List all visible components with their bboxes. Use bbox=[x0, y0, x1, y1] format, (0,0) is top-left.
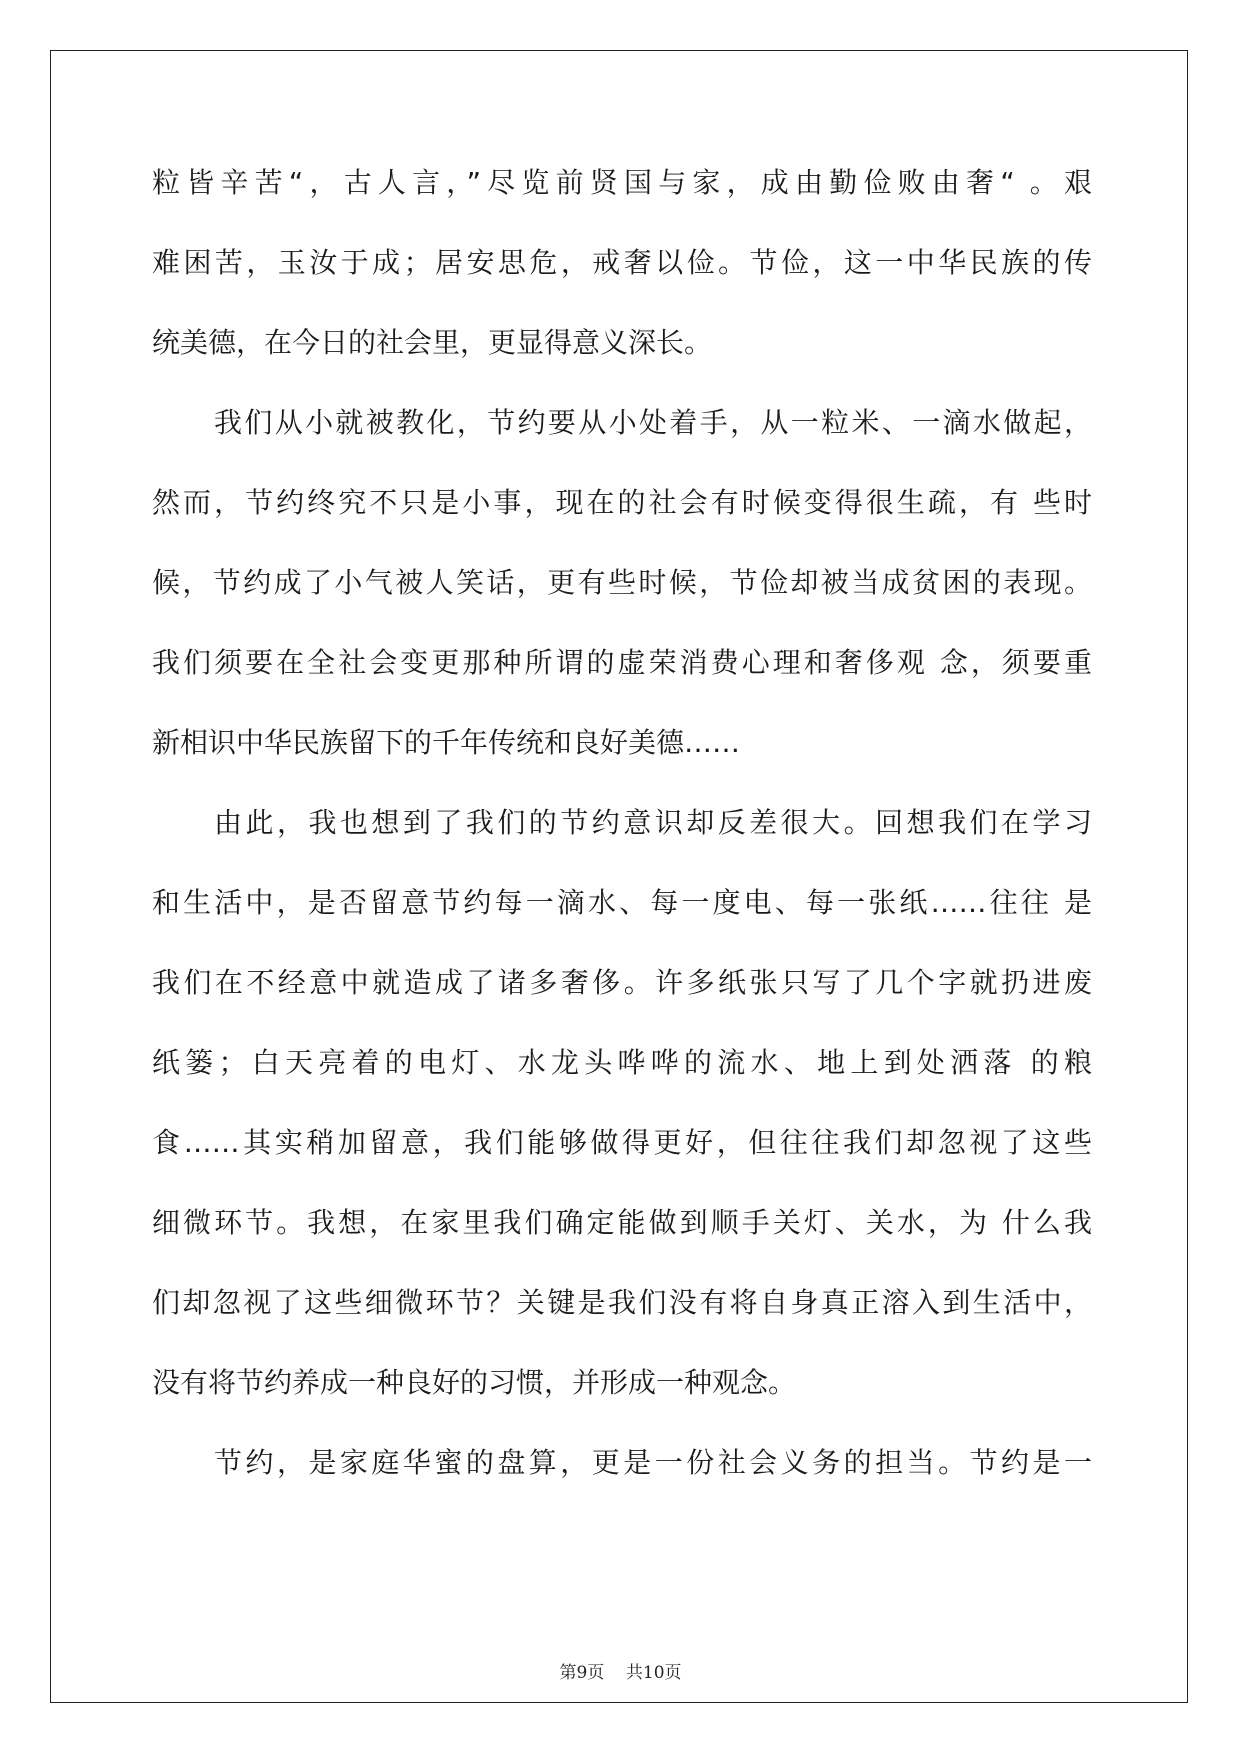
text-line: 难困苦，玉汝于成；居安思危，戒奢以俭。节俭，这一中华民族的传 bbox=[152, 246, 1092, 279]
text-line: 我们在不经意中就造成了诸多奢侈。许多纸张只写了几个字就扔进废 bbox=[152, 966, 1092, 999]
text-line: 和生活中，是否留意节约每一滴水、每一度电、每一张纸……往往 是 bbox=[152, 886, 1092, 919]
text-line: 粒皆辛苦“，古人言，”尽览前贤国与家，成由勤俭败由奢“ 。艰 bbox=[152, 166, 1092, 199]
text-line: 新相识中华民族留下的千年传统和良好美德…… bbox=[152, 726, 741, 759]
text-line: 统美德，在今日的社会里，更显得意义深长。 bbox=[152, 326, 713, 359]
text-line: 然而，节约终究不只是小事，现在的社会有时候变得很生疏，有 些时 bbox=[152, 486, 1092, 519]
current-page-label: 第9页 bbox=[559, 1663, 605, 1683]
text-line: 食……其实稍加留意，我们能够做得更好，但往往我们却忽视了这些 bbox=[152, 1126, 1092, 1159]
text-line: 我们须要在全社会变更那种所谓的虚荣消费心理和奢侈观 念，须要重 bbox=[152, 646, 1092, 679]
text-line: 候，节约成了小气被人笑话，更有些时候，节俭却被当成贫困的表现。 bbox=[152, 566, 1092, 599]
text-line: 们却忽视了这些细微环节？关键是我们没有将自身真正溶入到生活中， bbox=[152, 1286, 1092, 1319]
text-line: 没有将节约养成一种良好的习惯，并形成一种观念。 bbox=[152, 1366, 797, 1399]
text-line: 纸篓；白天亮着的电灯、水龙头哗哗的流水、地上到处洒落 的粮 bbox=[152, 1046, 1092, 1079]
text-line: 由此，我也想到了我们的节约意识却反差很大。回想我们在学习 bbox=[214, 806, 1092, 839]
document-body bbox=[152, 163, 1092, 1523]
total-pages-label: 共10页 bbox=[625, 1663, 682, 1683]
page-footer bbox=[0, 1658, 1241, 1683]
text-line: 节约，是家庭华蜜的盘算，更是一份社会义务的担当。节约是一 bbox=[214, 1446, 1092, 1479]
text-line: 我们从小就被教化，节约要从小处着手，从一粒米、一滴水做起， bbox=[214, 406, 1092, 439]
text-line: 细微环节。我想，在家里我们确定能做到顺手关灯、关水，为 什么我 bbox=[152, 1206, 1092, 1239]
